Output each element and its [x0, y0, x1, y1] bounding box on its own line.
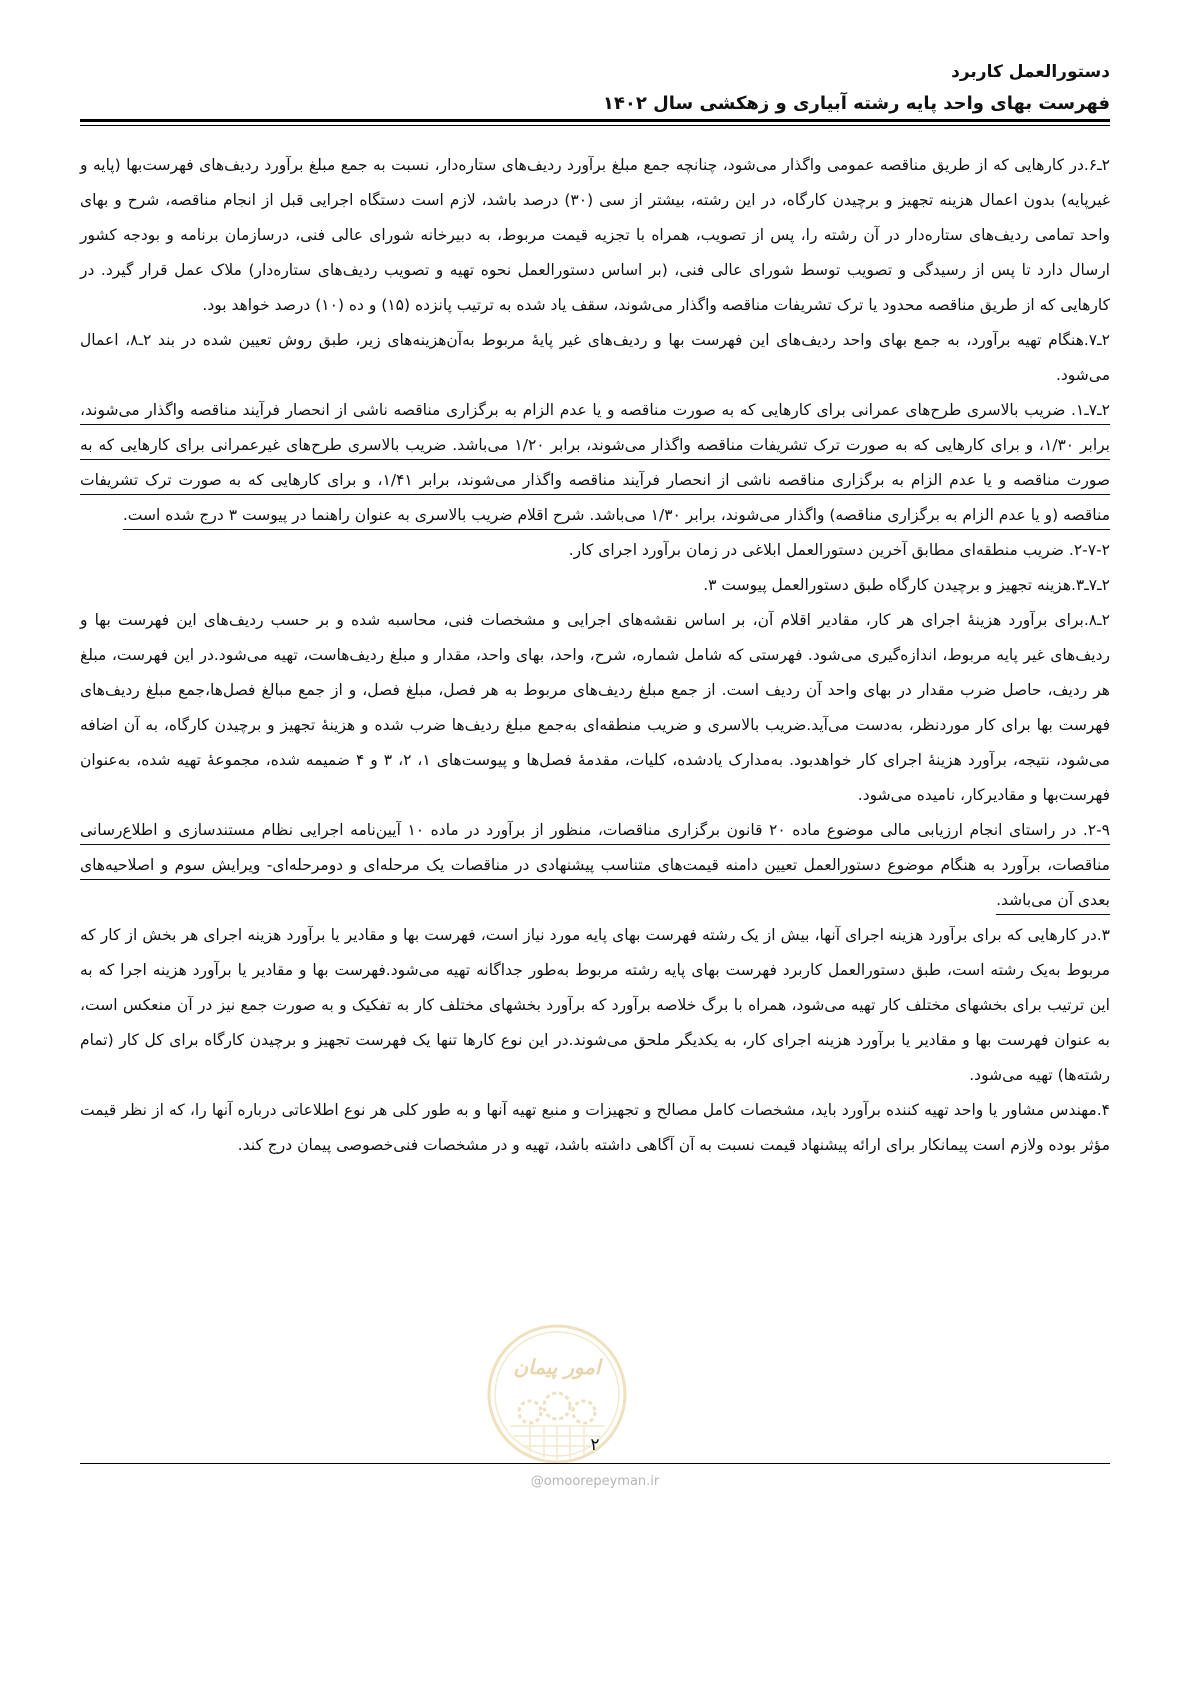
paragraph-text: ۲-۷-۲. ضریب منطقه‌ای مطابق آخرین دستورالعمل ابلاغی در زمان برآورد اجرای کار. [568, 541, 1110, 559]
paragraph-text: ۲ـ۷ـ۳.هزینه تجهیز و برچیدن کارگاه طبق دستورالعمل پیوست ۳. [703, 576, 1110, 594]
paragraph-2-7-2 [80, 533, 1110, 568]
paragraph-text: ۲ـ۷.هنگام تهیه برآورد، به جمع بهای واحد ردیف‌های این فهرست بها و ردیف‌های غیر پایهٔ مربوط به‌آن‌هزینه‌های زیر، طبق روش تعیین شده در بند ۲ـ۸، اعمال می‌شود. [80, 331, 1110, 384]
watermark-text: امور پیمان [513, 1355, 601, 1379]
document-subtitle: فهرست بهای واحد پایه رشته آبیاری و زهکشی سال ۱۴۰۲ [602, 93, 1110, 114]
paragraph-3 [80, 918, 1110, 1093]
paragraph-2-7-3 [80, 568, 1110, 603]
website-watermark: @omoorepeyman.ir [530, 1474, 660, 1489]
paragraph-text: ۴.مهندس مشاور یا واحد تهیه کننده برآورد باید، مشخصات کامل مصالح و تجهیزات و منبع تهیه آنها و به طور کلی هر نوع اطلاعاتی درباره آنها را، که از نظر قیمت مؤثر بوده ولازم است پیمانکار برای ارائه پیشنهاد قیمت نسبت به آن آگاهی داشته باشد، تهیه و در مشخصات فنی‌خصوصی پیمان درج کند. [80, 1101, 1110, 1154]
document-header [80, 56, 1110, 120]
paragraph-2-8 [80, 603, 1110, 813]
footer-rule [80, 1463, 1110, 1464]
paragraph-text: ۲ـ۷ـ۱. ضریب بالاسری طرح‌های عمرانی برای کارهایی که به صورت مناقصه و یا عدم الزام به برگزاری مناقصه ناشی از انحصار فرآیند مناقصه واگذار می‌شوند، برابر ۱/۳۰، و برای کارهایی که به صورت ترک تشریفات مناقصه واگذار می‌شوند، برابر ۱/۲۰ می‌باشد. ضریب بالاسری طرح‌های غیرعمرانی برای کارهایی که به صورت مناقصه و یا عدم الزام به برگزاری مناقصه ناشی از انحصار فرآیند مناقصه واگذار می‌شوند، برابر ۱/۴۱، و برای کارهایی که به صورت ترک تشریفات مناقصه (و یا عدم الزام به برگزاری مناقصه) واگذار می‌شوند، برابر ۱/۳۰ می‌باشد. شرح اقلام ضریب بالاسری به عنوان راهنما در پیوست ۳ درج شده است. [80, 401, 1111, 524]
paragraph-text: ۲ـ۸.برای برآورد هزینهٔ اجرای هر کار، مقادیر اقلام آن، بر اساس نقشه‌های اجرایی و مشخصات فنی، محاسبه شده و بر حسب ردیف‌های این فهرست بها و ردیف‌های غیر پایه مربوط، اندازه‌گیری می‌شود. فهرستی که شامل شماره، شرح، واحد، بهای واحد، مقدار و مبلغ ردیف‌هاست، تهیه می‌شود.در این فهرست، مبلغ هر ردیف، حاصل ضرب مقدار در بهای واحد آن ردیف است. از جمع مبلغ ردیف‌های مربوط به هر فصل، مبلغ فصل، و از جمع مبالغ فصل‌ها،جمع مبلغ ردیف‌های فهرست بها برای کار موردنظر، به‌دست می‌آید.ضریب بالاسری و ضریب منطقه‌ای به‌جمع مبلغ ردیف‌ها ضرب شده و هزینهٔ تجهیز و برچیدن کارگاه، به آن اضافه می‌شود، نتیجه، برآورد هزینهٔ اجرای کار خواهدبود. به‌مدارک یادشده، کلیات، مقدمهٔ فصل‌ها و پیوست‌های ۱، ۲، ۳ و ۴ ضمیمه شده، مجموعهٔ تهیه شده، به‌عنوان فهرست‌بها و مقادیرکار، نامیده می‌شود. [80, 611, 1110, 804]
paragraph-text: ۲ـ۶.در کارهایی که از طریق مناقصه عمومی واگذار می‌شود، چنانچه جمع مبلغ برآورد ردیف‌های ستاره‌دار، نسبت به جمع مبلغ برآورد ردیف‌های فهرست‌بها (پایه و غیرپایه) بدون اعمال هزینه تجهیز و برچیدن کارگاه، در این رشته، بیشتر از سی (۳۰) درصد باشد، لازم است دستگاه اجرایی قبل از انجام مناقصه، شرح و بهای واحد تمامی ردیف‌های ستاره‌دار در آن رشته را، پس از تصویب، همراه با تجزیه قیمت مربوط، به دبیرخانه شورای عالی فنی، درسازمان برنامه و بودجه کشور ارسال دارد تا پس از رسیدگی و تصویب توسط شورای عالی فنی، (بر اساس دستورالعمل نحوه تهیه و تصویب ردیف‌های ستاره‌دار) ملاک عمل قرار گیرد. در کارهایی که از طریق مناقصه محدود یا ترک تشریفات مناقصه واگذار می‌شوند، سقف یاد شده به ترتیب پانزده (۱۵) و ده (۱۰) درصد خواهد بود. [80, 156, 1110, 314]
header-rule-thick [80, 119, 1110, 122]
paragraph-text: ۲-۹. در راستای انجام ارزیابی مالی موضوع ماده ۲۰ قانون برگزاری مناقصات، منظور از برآورد در ماده ۱۰ آیین‌نامه اجرایی نظام مستندسازی و اطلاع‌رسانی مناقصات، برآورد به هنگام موضوع دستورالعمل تعیین دامنه قیمت‌های متناسب پیشنهادی در مناقصات یک مرحله‌ای و دومرحله‌ای- ویرایش سوم و اصلاحیه‌های بعدی آن می‌باشد. [80, 821, 1110, 909]
paragraph-2-7-1 [80, 393, 1110, 533]
document-body [80, 148, 1110, 1163]
paragraph-2-9 [80, 813, 1110, 918]
page-number: ۲ [590, 1435, 600, 1455]
paragraph-2-7 [80, 323, 1110, 393]
paragraph-2-6 [80, 148, 1110, 323]
paragraph-4 [80, 1093, 1110, 1163]
paragraph-text: ۳.در کارهایی که برای برآورد هزینه اجرای آنها، بیش از یک رشته فهرست بهای پایه مورد نیاز است، فهرست بها و مقادیر یا برآورد هزینه اجرای هر بخش از کار که مربوط به‌یک رشته است، طبق دستورالعمل کاربرد فهرست بهای پایه رشته مربوط به‌طور جداگانه تهیه می‌شود.فهرست بها و مقادیر یا برآورد هزینه اجرا که به این ترتیب برای بخشهای مختلف کار تهیه می‌شود، همراه با برگ خلاصه برآورد که برآورد بخشهای مختلف کار به تفکیک و به صورت جمع نیز در آن منعکس است، به عنوان فهرست بها و مقادیر یا برآورد هزینه اجرای کار، به یکدیگر ملحق می‌شوند.در این نوع کارها تنها یک فهرست تجهیز و برچیدن کارگاه برای کل کار (تمام رشته‌ها) تهیه می‌شود. [80, 926, 1110, 1084]
header-rule-thin [80, 125, 1110, 126]
document-title: دستورالعمل کاربرد [951, 62, 1110, 82]
